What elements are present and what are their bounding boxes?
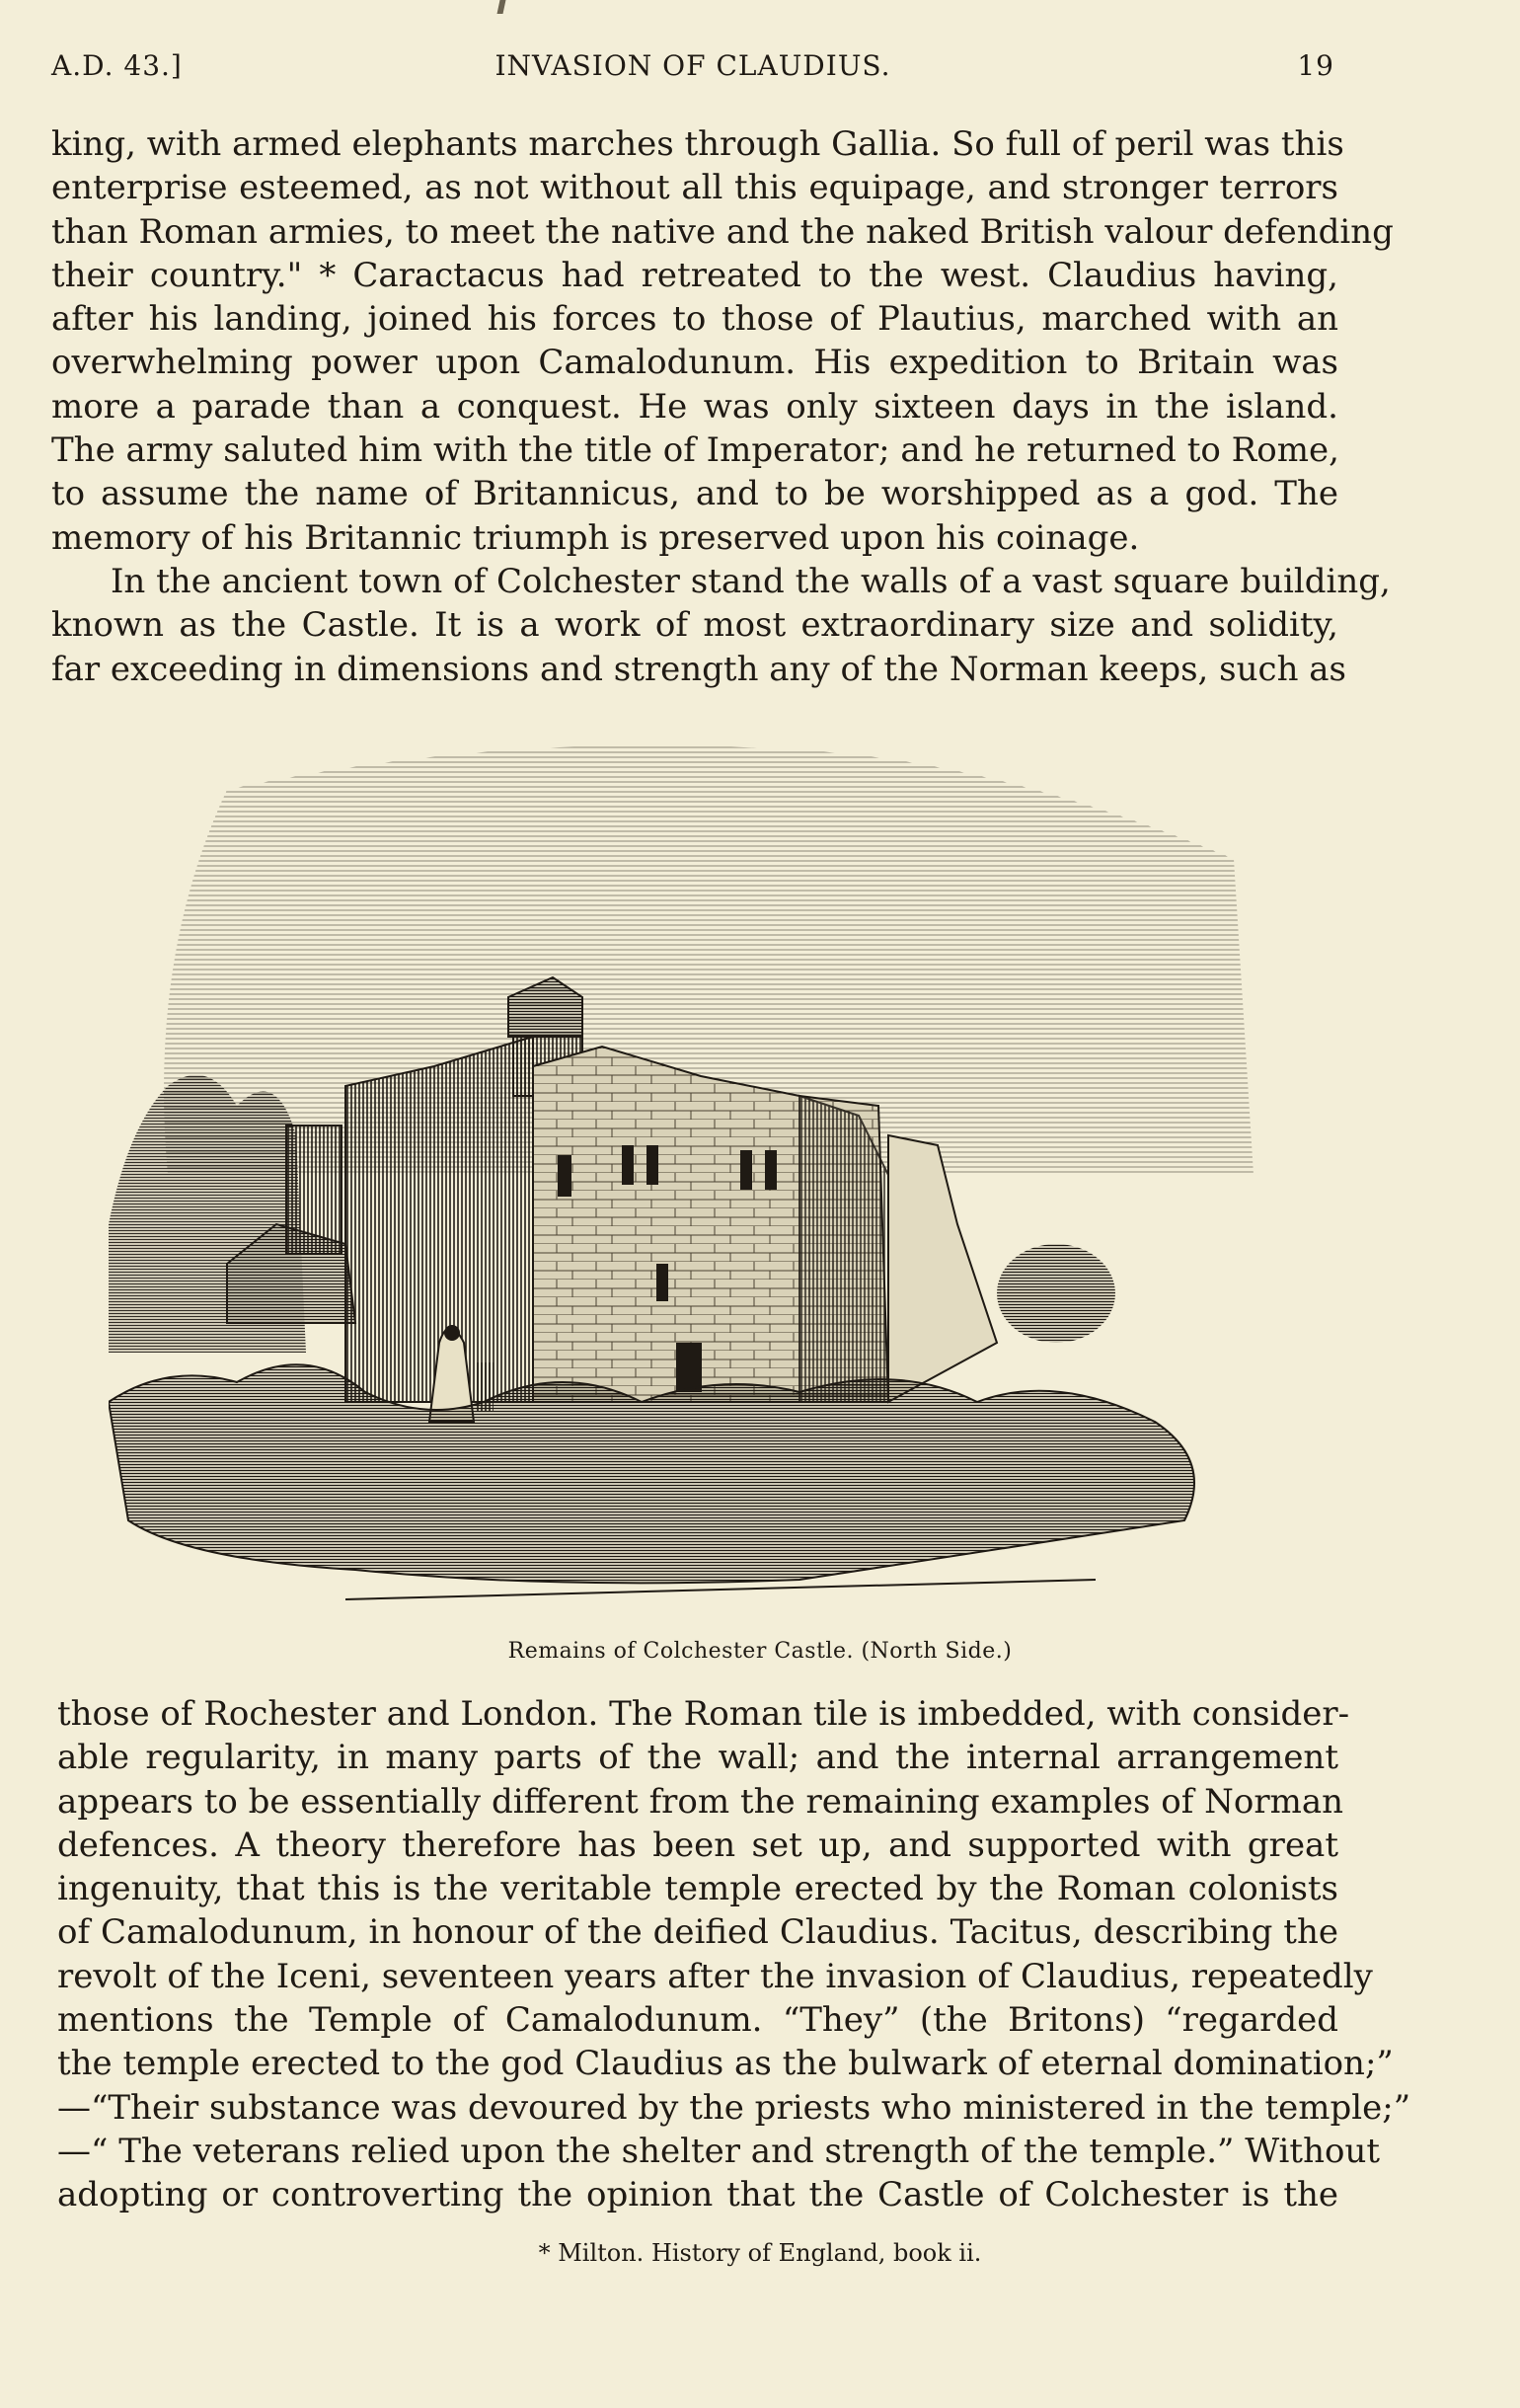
header-date: A.D. 43.] bbox=[51, 49, 183, 82]
body-text-top bbox=[51, 122, 1394, 691]
figure-caption: Remains of Colchester Castle. (North Side.) bbox=[507, 1639, 1013, 1664]
text-line: more a parade than a conquest. He was only sixteen days in the island. bbox=[51, 386, 1338, 427]
text-line: the temple erected to the god Claudius as the bulwark of eternal domination;” bbox=[57, 2044, 1394, 2084]
text-line: those of Rochester and London. The Roman tile is imbedded, with consider- bbox=[57, 1694, 1350, 1734]
text-line: than Roman armies, to meet the native and the naked British valour defending bbox=[51, 211, 1394, 252]
page-number: 19 bbox=[1297, 49, 1334, 82]
header-title: INVASION OF CLAUDIUS. bbox=[494, 49, 891, 82]
text-line: of Camalodunum, in honour of the deified Claudius. Tacitus, describing the bbox=[57, 1912, 1338, 1953]
text-line: appears to be essentially different from the remaining examples of Norman bbox=[57, 1781, 1344, 1822]
text-line: able regularity, in many parts of the wall; and the internal arrangement bbox=[57, 1738, 1338, 1778]
text-line: The army saluted him with the title of Imperator; and he returned to Rome, bbox=[51, 430, 1339, 471]
text-line: memory of his Britannic triumph is preserved upon his coinage. bbox=[51, 517, 1140, 558]
castle-engraving bbox=[109, 711, 1293, 1619]
text-line: —“Their substance was devoured by the priests who ministered in the temple;” bbox=[57, 2087, 1411, 2128]
text-line: enterprise esteemed, as not without all this equipage, and stronger terrors bbox=[51, 168, 1338, 208]
text-line: after his landing, joined his forces to those of Plautius, marched with an bbox=[51, 299, 1338, 340]
text-line: revolt of the Iceni, seventeen years after the invasion of Claudius, repeatedly bbox=[57, 1956, 1373, 1996]
text-line: their country." * Caractacus had retreated to the west. Claudius having, bbox=[51, 255, 1338, 295]
running-header bbox=[51, 49, 1334, 89]
text-line: In the ancient town of Colchester stand the walls of a vast square building, bbox=[111, 561, 1391, 601]
text-line: ingenuity, that this is the veritable temple erected by the Roman colonists bbox=[57, 1869, 1338, 1909]
text-line: far exceeding in dimensions and strength any of the Norman keeps, such as bbox=[51, 649, 1346, 689]
text-line: overwhelming power upon Camalodunum. His expedition to Britain was bbox=[51, 343, 1338, 383]
text-line: adopting or controverting the opinion that the Castle of Colchester is the bbox=[57, 2175, 1338, 2215]
text-line: to assume the name of Britannicus, and to be worshipped as a god. The bbox=[51, 474, 1338, 514]
body-text-bottom bbox=[57, 1692, 1411, 2217]
text-line: known as the Castle. It is a work of most extraordinary size and solidity, bbox=[51, 605, 1338, 646]
ink-mark bbox=[497, 0, 506, 14]
text-line: —“ The veterans relied upon the shelter and strength of the temple.” Without bbox=[57, 2131, 1381, 2171]
text-line: mentions the Temple of Camalodunum. “They” (the Britons) “regarded bbox=[57, 2000, 1338, 2041]
footnote: * Milton. History of England, book ii. bbox=[538, 2239, 982, 2267]
text-line: defences. A theory therefore has been set up, and supported with great bbox=[57, 1825, 1338, 1865]
text-line: king, with armed elephants marches through Gallia. So full of peril was this bbox=[51, 124, 1344, 164]
